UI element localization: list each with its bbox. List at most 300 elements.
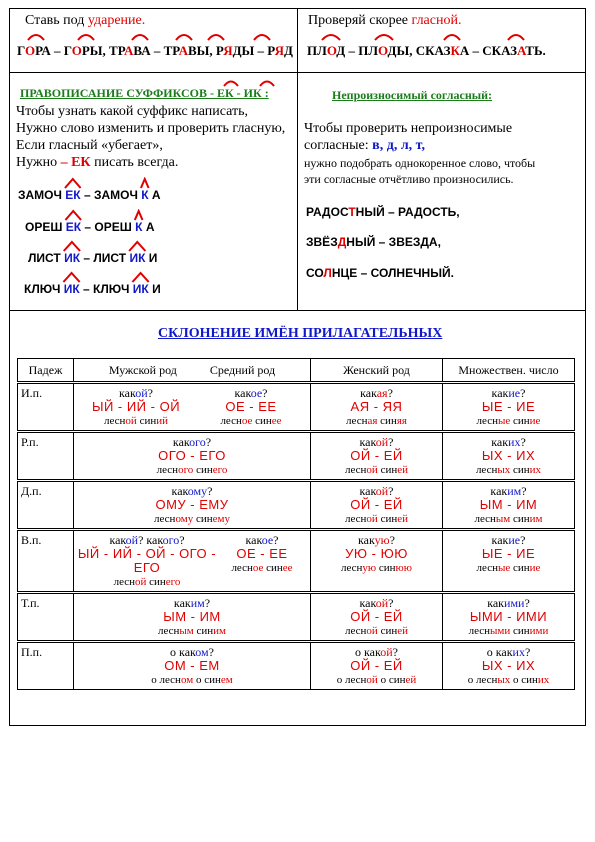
example-stem: син [196, 464, 213, 476]
suffix-example-suffix: ИК [126, 251, 146, 265]
silent-example-part: Т [348, 205, 356, 219]
example-ending: ой [366, 513, 378, 525]
suffix-caret [64, 242, 80, 251]
example-word: о [151, 674, 157, 686]
suffix-title-arcs [220, 76, 290, 88]
example-stem: лесн [476, 562, 498, 574]
suffix-example-root: ОРЕШ [25, 220, 63, 234]
case-label: И.п. [21, 386, 43, 400]
case-label: Т.п. [21, 596, 40, 610]
example-stem: син [513, 625, 530, 637]
plural-cell [443, 481, 575, 530]
stress-arc [78, 35, 94, 40]
ending-plural: ЫМИ - ИМИ [469, 609, 548, 624]
question-mark: ? [208, 645, 214, 659]
suffix-example-root: – ОРЕШ [81, 220, 132, 234]
example-stem: син [521, 674, 538, 686]
example-stem: син [388, 674, 406, 686]
question-mark: ? [520, 533, 526, 547]
silent-rule-line-3: нужно подобрать однокоренное слово, чтобы [304, 156, 536, 170]
ending-neuter: ОЕ - ЕЕ [236, 546, 288, 561]
ending-plural: ЫХ - ИХ [481, 448, 536, 463]
question-ending: им [507, 484, 522, 498]
case-label: Д.п. [21, 484, 42, 498]
suffix-example [18, 188, 161, 202]
example-stem: лесн [475, 674, 498, 686]
example-ending: ей [405, 674, 417, 686]
question-stem: как [358, 533, 375, 547]
stress-word-part: Г [17, 43, 25, 58]
silent-example [306, 266, 454, 280]
question-ending: ого [162, 533, 180, 547]
example-stem: син [266, 562, 283, 574]
example-ending: ие [529, 562, 541, 574]
check-example-line [307, 43, 546, 59]
example-ending: его [212, 464, 228, 476]
check-title-word: гласной. [411, 13, 462, 28]
ending-plural: ЫЕ - ИЕ [481, 399, 536, 414]
example-ending: ое [252, 562, 264, 574]
suffix-rule-ek: ЕК [71, 155, 91, 170]
question-stem: как [119, 386, 136, 400]
question-ending: ом [195, 645, 209, 659]
suffix-example-suffix: ЕК [62, 220, 82, 234]
question-ending: ими [504, 596, 525, 610]
suffix-title: ПРАВОПИСАНИЕ СУФФИКСОВ - ЕК - ИК : [20, 86, 269, 100]
header-plural: Множествен. число [443, 359, 575, 383]
question-stem: как [491, 435, 509, 449]
question-stem: как [171, 484, 188, 498]
example-ending: ыми [490, 625, 511, 637]
silent-rule-line-4: эти согласные отчётливо произносились. [304, 172, 514, 186]
question-stem: как [487, 596, 505, 610]
header-masculine: Мужской род [108, 363, 177, 377]
example-ending: ые [497, 415, 511, 427]
stress-word-part: Я [223, 43, 233, 58]
example-ending: ое [241, 415, 253, 427]
example-ending: ых [497, 464, 511, 476]
question-stem: как [173, 596, 191, 610]
question-ending: ой [375, 484, 389, 498]
table-header-row [18, 359, 575, 383]
example-stem: син [255, 415, 272, 427]
ending-masculine: ЫЙ - ИЙ - ОЙ - ОГО - ЕГО [77, 546, 217, 575]
feminine-cell [311, 530, 443, 593]
header-case: Падеж [18, 359, 74, 383]
check-word-part: ТЬ. [525, 43, 546, 58]
masc-neut-split [77, 533, 307, 589]
stress-arc [208, 35, 224, 40]
example-stem: лесн [159, 674, 181, 686]
question-ending: ой [375, 596, 389, 610]
question-mark: ? [179, 533, 185, 547]
example-ending: ого [178, 464, 194, 476]
ending-feminine: ОЙ - ЕЙ [350, 448, 403, 463]
check-word-part: К [450, 43, 460, 58]
stress-word-part: РА – Г [35, 43, 72, 58]
example-ending: ей [397, 513, 408, 525]
stress-arc [508, 35, 524, 40]
question-ending: ой [125, 533, 139, 547]
silent-example-part: СО [306, 266, 324, 280]
question-mark: ? [524, 596, 530, 610]
question-mark: ? [524, 645, 531, 659]
example-ending: его [165, 576, 181, 588]
question-mark: ? [392, 645, 398, 659]
suffix-example [25, 220, 155, 234]
stress-word-part: О [71, 43, 82, 58]
suffix-caret-marks [18, 177, 218, 189]
suffix-example-suffix: К [137, 188, 149, 202]
plural-cell [443, 432, 575, 481]
suffix-caret [65, 211, 81, 220]
stress-arc [444, 35, 460, 40]
example-ending: ой [125, 415, 137, 427]
example-ending: ым [495, 513, 511, 525]
question-mark: ? [388, 435, 394, 449]
example-stem: син [513, 464, 530, 476]
suffix-rule-line-2: Нужно слово изменить и проверить гласную, [16, 121, 286, 136]
stress-title-prefix: Ставь под [25, 13, 85, 28]
suffix-caret [141, 179, 149, 188]
suffix-example [24, 282, 161, 296]
masc-neut-cell [74, 432, 311, 481]
example-stem: лесн [345, 674, 367, 686]
question-stem: как [491, 533, 509, 547]
stress-title-word: ударение. [87, 13, 146, 28]
check-word-part: А [517, 43, 526, 58]
question-stem: как [359, 596, 376, 610]
question-stem: как [234, 386, 251, 400]
suffix-example [28, 251, 157, 265]
question-ending: ому [187, 484, 208, 498]
stress-arc [28, 35, 44, 40]
example-ending: ими [529, 625, 549, 637]
example-stem: лесн [154, 513, 176, 525]
silent-example [306, 235, 441, 249]
silent-letters: в, д, л, т, [372, 138, 425, 153]
check-title-prefix: Проверяй скорее [308, 13, 409, 28]
suffix-caret [135, 211, 143, 220]
case-cell [18, 383, 74, 432]
question-ending: ое [261, 533, 274, 547]
feminine-cell [311, 593, 443, 642]
masc-neut-cell [74, 642, 311, 690]
silent-example-part: НЫЙ – ЗВЕЗДА, [346, 235, 441, 249]
suffix-rule-line-4 [16, 155, 178, 171]
stress-word-part: А [178, 43, 188, 58]
silent-rule-line-1: Чтобы проверить непроизносимые [304, 121, 513, 136]
question-ending: ую [374, 533, 390, 547]
ending-feminine: УЮ - ЮЮ [345, 546, 408, 561]
example-ending: им [529, 513, 543, 525]
question-ending: ой [375, 435, 389, 449]
declension-body [18, 383, 575, 690]
ending-feminine: АЯ - ЯЯ [350, 399, 403, 414]
question-mark: ? [207, 484, 213, 498]
suffix-example-root: ЛИСТ [28, 251, 61, 265]
example-ending: ой [366, 464, 378, 476]
question-stem: как [490, 484, 508, 498]
ending-plural: ЫХ - ИХ [481, 658, 536, 673]
plural-cell [443, 530, 575, 593]
example-ending: ей [397, 625, 408, 637]
question-mark: ? [147, 386, 153, 400]
declension-title: СКЛОНЕНИЕ ИМЁН ПРИЛАГАТЕЛЬНЫХ [158, 326, 443, 341]
example-ending: их [537, 674, 550, 686]
question-ending: им [190, 596, 205, 610]
example-stem: лесн [113, 576, 135, 588]
silent-example-part: Д [337, 235, 347, 249]
example-ending: яя [396, 415, 407, 427]
example-stem: син [149, 576, 166, 588]
example-stem: лесн [475, 464, 498, 476]
declension-table [17, 358, 575, 690]
suffix-rule-line-1: Чтобы узнать какой суффикс написать, [16, 104, 248, 119]
example-ending: ых [497, 674, 511, 686]
check-title [308, 13, 461, 29]
example-stem: лесн [220, 415, 242, 427]
table-row [18, 432, 575, 481]
check-arcs [300, 28, 580, 44]
header-neuter: Средний род [209, 363, 276, 377]
stress-word-part: ВЫ, Р [187, 43, 224, 58]
example-ending: ой [366, 674, 378, 686]
example-ending: ее [271, 415, 282, 427]
case-cell [18, 642, 74, 690]
table-row [18, 481, 575, 530]
suffix-caret [63, 273, 79, 282]
example-stem: лесн [346, 415, 368, 427]
suffix-example-root: КЛЮЧ [24, 282, 61, 296]
plural-cell [443, 642, 575, 690]
case-cell [18, 593, 74, 642]
question-stem: как [491, 386, 509, 400]
suffix-rule-dash: – [60, 155, 68, 170]
stress-word-part: Я [274, 43, 284, 58]
suffix-example-root: – ЗАМОЧ [80, 188, 138, 202]
example-stem: син [513, 562, 530, 574]
stress-title [25, 13, 145, 29]
suffix-arc [224, 82, 238, 87]
example-ending: ем [220, 674, 233, 686]
example-stem: син [513, 415, 530, 427]
masc-part [77, 386, 195, 428]
check-word-part: О [326, 43, 337, 58]
question-mark: ? [521, 484, 527, 498]
feminine-cell [311, 432, 443, 481]
question-word: о [355, 645, 362, 659]
example-ending: ую [362, 562, 377, 574]
silent-rule-line-2 [304, 138, 425, 154]
ending-neuter: ОЕ - ЕЕ [225, 399, 277, 414]
example-stem: син [513, 513, 530, 525]
example-stem: лесн [231, 562, 253, 574]
example-word: о [380, 674, 387, 686]
example-stem: лесн [104, 415, 126, 427]
example-ending: их [529, 464, 542, 476]
suffix-example-root: – КЛЮЧ [79, 282, 130, 296]
suffix-example-ending: И [148, 282, 161, 296]
example-ending: юю [395, 562, 412, 574]
suffix-example-suffix: К [131, 220, 143, 234]
question-stem: как [179, 645, 196, 659]
suffix-caret [129, 242, 145, 251]
example-stem: лесн [345, 464, 367, 476]
suffix-rule-tail: писать всегда. [94, 155, 179, 170]
question-stem: как [359, 435, 376, 449]
ending-plural: ЫЕ - ИЕ [481, 546, 536, 561]
suffix-caret-marks [24, 271, 224, 283]
ending-feminine: ОЙ - ЕЙ [350, 497, 403, 512]
question-ending: ие [508, 533, 521, 547]
example-stem: лесн [156, 464, 179, 476]
case-cell [18, 530, 74, 593]
stress-example-line [17, 43, 293, 59]
example-word: о [513, 674, 519, 686]
check-word-part: ДЫ, СКАЗ [387, 43, 451, 58]
masc-neut-cell [74, 481, 311, 530]
masc-neut-cell [74, 530, 311, 593]
silent-example-part: НЫЙ – РАДОСТЬ, [355, 205, 460, 219]
suffix-example-ending: А [148, 188, 161, 202]
silent-rule-word: согласные: [304, 138, 369, 153]
example-stem: лесн [468, 625, 491, 637]
stress-word-part: А [123, 43, 134, 58]
example-ending: ее [282, 562, 293, 574]
question-stem: как [172, 435, 190, 449]
example-stem: лесн [345, 513, 367, 525]
example-stem: син [380, 513, 398, 525]
case-label: Р.п. [21, 435, 39, 449]
question-mark: ? [387, 386, 393, 400]
plural-cell [443, 383, 575, 432]
question-ending: ое [250, 386, 263, 400]
example-stem: син [195, 513, 213, 525]
check-word-part: О [378, 43, 388, 58]
example-ending: ему [212, 513, 230, 525]
question-mark: ? [138, 533, 144, 547]
question-mark: ? [204, 596, 211, 610]
suffix-example-suffix: ЕК [61, 188, 81, 202]
question-word: о [486, 645, 493, 659]
table-row [18, 642, 575, 690]
example-stem: син [380, 625, 398, 637]
stress-arc [132, 35, 148, 40]
example-word: о [467, 674, 474, 686]
question-ending: ая [376, 386, 388, 400]
suffix-example-suffix: ИК [129, 282, 149, 296]
feminine-cell [311, 481, 443, 530]
example-ending: ой [366, 625, 378, 637]
case-cell [18, 481, 74, 530]
example-stem: лесн [476, 415, 498, 427]
header-masc-neut [74, 359, 311, 383]
example-stem: лесн [157, 625, 180, 637]
silent-title: Непроизносимый согласный: [332, 88, 493, 102]
question-mark: ? [389, 533, 395, 547]
stress-arc [176, 35, 192, 40]
ending-masc-neut: ОГО - ЕГО [158, 448, 226, 463]
silent-example-part: НЦЕ – СОЛНЕЧНЫЙ. [331, 266, 454, 280]
question-mark: ? [520, 435, 526, 449]
question-mark: ? [388, 484, 394, 498]
check-word-part: Д – ПЛ [336, 43, 379, 58]
silent-example-part: Л [323, 266, 332, 280]
question-stem: как [360, 386, 377, 400]
question-ending: ой [380, 645, 393, 659]
question-stem: как [245, 533, 262, 547]
question-stem: как [364, 645, 381, 659]
example-ending: ая [367, 415, 378, 427]
silent-example-part: ЗВЁЗ [306, 235, 338, 249]
masc-neut-split [77, 386, 307, 428]
question-ending: ой [135, 386, 148, 400]
question-mark: ? [520, 386, 526, 400]
question-stem: как [109, 533, 126, 547]
ending-masc-neut: ЫМ - ИМ [163, 609, 221, 624]
suffix-caret [132, 273, 148, 282]
header-feminine: Женский род [311, 359, 443, 383]
example-word: о [195, 674, 202, 686]
example-ending: ей [397, 464, 408, 476]
question-stem: как [495, 645, 513, 659]
example-stem: син [380, 415, 397, 427]
example-stem: лесн [474, 513, 496, 525]
question-ending: ие [508, 386, 521, 400]
masc-part [77, 533, 217, 589]
case-label: П.п. [21, 645, 43, 659]
example-ending: им [213, 625, 227, 637]
masc-neut-cell [74, 383, 311, 432]
question-mark: ? [273, 533, 279, 547]
ending-feminine: ОЙ - ЕЙ [350, 609, 403, 624]
silent-example-part: РАДОС [306, 205, 349, 219]
suffix-example-ending: И [145, 251, 158, 265]
example-stem: син [196, 625, 214, 637]
example-stem: син [378, 562, 396, 574]
stress-arc [322, 35, 340, 40]
question-mark: ? [262, 386, 268, 400]
case-cell [18, 432, 74, 481]
example-ending: ые [497, 562, 511, 574]
suffix-example-suffix: ИК [60, 282, 80, 296]
question-stem: как [359, 484, 376, 498]
table-row [18, 383, 575, 432]
example-stem: лесн [345, 625, 367, 637]
table-row [18, 530, 575, 593]
example-stem: син [139, 415, 157, 427]
ending-masc-neut: ОМУ - ЕМУ [155, 497, 229, 512]
suffix-example-root: ЗАМОЧ [18, 188, 62, 202]
ending-plural: ЫМ - ИМ [479, 497, 538, 512]
check-word-part: А – СКАЗ [459, 43, 518, 58]
masc-neut-cell [74, 593, 311, 642]
stress-arcs [14, 28, 294, 44]
stress-word-part: Д [284, 43, 293, 58]
suffix-caret-marks [25, 209, 225, 221]
neut-part [195, 386, 307, 428]
stress-word-part: ДЫ – Р [232, 43, 275, 58]
question-mark: ? [388, 596, 394, 610]
suffix-example-root: – ЛИСТ [80, 251, 127, 265]
case-label: В.п. [21, 533, 42, 547]
ending-masculine: ЫЙ - ИЙ - ОЙ [91, 399, 181, 414]
question-ending: их [512, 645, 525, 659]
example-ending: ие [529, 415, 541, 427]
example-word: о [336, 674, 343, 686]
example-stem: лесн [341, 562, 363, 574]
